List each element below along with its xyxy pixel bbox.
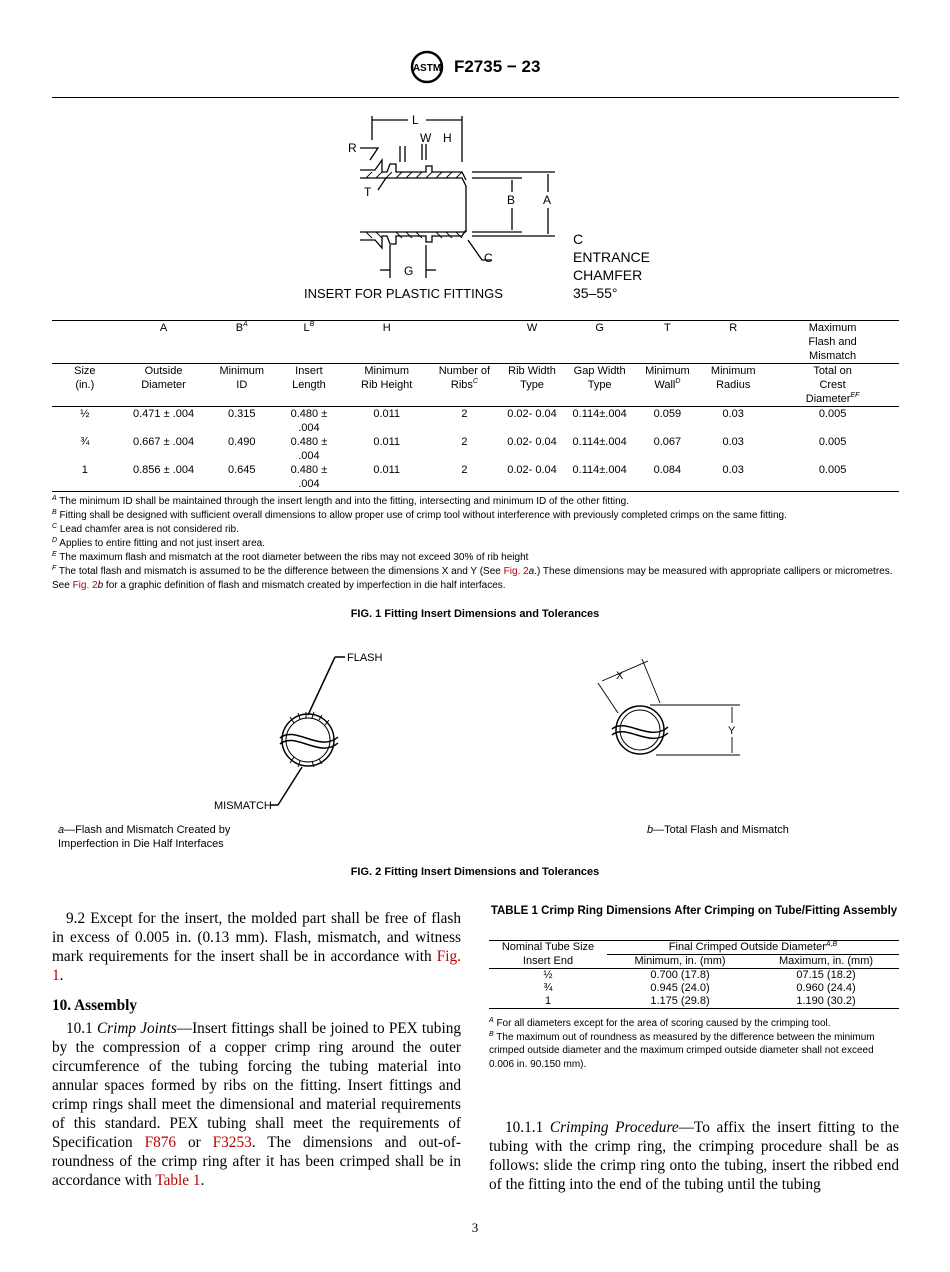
fig2-caption: FIG. 2 Fitting Insert Dimensions and Tolerances xyxy=(350,866,600,878)
svg-text:X: X xyxy=(616,670,624,682)
svg-text:B: B xyxy=(507,193,516,207)
section-heading: 10. Assembly xyxy=(52,997,137,1014)
total-flash-drawing xyxy=(590,655,770,765)
svg-text:G: G xyxy=(404,264,414,278)
table-row: ¾ 0.667 ± .004 0.490 0.480 ± .004 0.011 2 0.02- 0.04 0.114±.004 0.067 0.03 0.005 xyxy=(80,436,847,462)
footnote: $^C$ Lead chamfer area is not considered rib. xyxy=(52,523,239,535)
table-subheader-row: Size (in.) Outside Diameter Minimum ID Insert Length Minimum Rib Height Number of Ribs$^C$ Rib Width Type Gap Width Type Minimum Wall$^D$ Minimum Radius Total on Crest Diameter$^{EF}$ xyxy=(52,364,899,407)
table1-footnotes xyxy=(489,1017,899,1071)
table-row: ½ 0.471 ± .004 0.315 0.480 ± .004 0.011 2 0.02- 0.04 0.114±.004 0.059 0.03 0.005 xyxy=(52,407,899,436)
table-header-row: Insert End Minimum, in. (mm) Maximum, in. (mm) xyxy=(489,955,899,969)
svg-text:W: W xyxy=(420,131,432,145)
table-row: 1 1.175 (29.8) 1.190 (30.2) xyxy=(489,995,899,1009)
f876-link[interactable]: F876 xyxy=(144,1134,177,1151)
footnote: $^A$ For all diameters except for the area of scoring caused by the crimping tool. xyxy=(489,1017,831,1029)
svg-text:FLASH: FLASH xyxy=(347,652,383,664)
svg-text:T: T xyxy=(364,185,372,199)
left-column xyxy=(52,909,461,1190)
footnote: $^D$ Applies to entire fitting and not just insert area. xyxy=(52,537,265,549)
fig1-link[interactable]: Fig. 1 xyxy=(52,948,461,984)
svg-text:Y: Y xyxy=(728,725,736,737)
table1-title: TABLE 1 Crimp Ring Dimensions After Crimping on Tube/Fitting Assembly xyxy=(490,905,898,917)
astm-logo xyxy=(410,50,444,84)
table-header-row: A $B^A$ $L^B$ H W G T R Maximum Flash and Mismatch xyxy=(52,321,899,364)
table-row: ½ 0.700 (17.8) 07.15 (18.2) xyxy=(489,969,899,983)
paragraph-10-1: 10.1 Crimp Joints—Insert fittings shall be joined to PEX tubing by the compression of a copper crimp ring around the outer circumference of the tubing forcing the tubing material into annular spaces formed by ribs on the fitting. Insert fittings and crimp rings shall meet the dimensional and material requirements of this standard. PEX tubing shall meet the requirements of Specification F876 or F3253. The dimensions and out-of-roundness of the crimp ring after it has been crimped shall be in accordance with Table 1. xyxy=(52,1020,461,1189)
crimp-ring-table xyxy=(489,940,899,1009)
footnote: $^B$ The maximum out of roundness as measured by the difference between the minimum crimped outside diameter and the maximum crimped outside diameter shall not exceed 0.006 in. 90.150 mm). xyxy=(489,1030,875,1070)
svg-text:R: R xyxy=(348,141,357,155)
f3253-link[interactable]: F3253 xyxy=(212,1134,252,1151)
table-row: ¾ 0.945 (24.0) 0.960 (24.4) xyxy=(543,982,856,994)
header-rule xyxy=(52,97,899,98)
fig2-link[interactable]: Fig. 2 xyxy=(72,580,98,591)
page-number: 3 xyxy=(471,1220,479,1235)
table-header-row: Nominal Tube Size Final Crimped Outside Diameter$^{A,B}$ xyxy=(489,941,899,955)
fig2-link[interactable]: Fig. 2 xyxy=(503,566,529,577)
chamfer-note: C ENTRANCE CHAMFER 35–55° xyxy=(573,231,651,301)
svg-text:MISMATCH: MISMATCH xyxy=(214,800,272,812)
insert-dimensions-table xyxy=(52,320,899,492)
footnote: $^F$ The total flash and mismatch is assumed to be the difference between the dimensions X and Y (See Fig. 2a.) These dimensions may be measured with appropriate callipers or micrometres. See Fig. 2b for a graphic definition of flash and mismatch created by imperfection in die half interfaces. xyxy=(52,565,893,591)
fig2a-caption: a—Flash and Mismatch Created by Imperfection in Die Half Interfaces xyxy=(58,824,231,850)
flash-mismatch-drawing xyxy=(210,645,390,820)
footnote: $^E$ The maximum flash and mismatch at the root diameter between the ribs may not exceed 30% of rib height xyxy=(52,551,529,563)
svg-text:A: A xyxy=(543,193,552,207)
table-footnotes xyxy=(52,495,902,593)
paragraph-10-1-1: 10.1.1 Crimping Procedure—To affix the insert fitting to the tubing with the crimp ring, the crimping procedure shall be as follows: slide the crimp ring onto the tubing, insert the ribbed end of the fitting into the end of the tubing until the tubing xyxy=(489,1119,899,1193)
paragraph-9-2: 9.2 Except for the insert, the molded part shall be free of flash in excess of 0.005 in. (0.13 mm). Flash, mismatch, and witness mark requirements for the insert shall be in accordance with Fig. 1. xyxy=(52,910,461,984)
fig2b-caption: b—Total Flash and Mismatch xyxy=(647,824,789,836)
footnote: $^B$ Fitting shall be designed with sufficient overall dimensions to allow proper use of crimp tool without interference with previously completed crimps on the same fitting. xyxy=(52,509,787,521)
page-header xyxy=(0,50,950,84)
svg-text:ASTM: ASTM xyxy=(412,63,441,74)
table1-link[interactable]: Table 1 xyxy=(155,1172,201,1189)
svg-text:H: H xyxy=(443,131,452,145)
svg-text:C: C xyxy=(484,251,493,265)
footnote: $^A$ The minimum ID shall be maintained through the insert length and into the fitting, intersecting and minimum ID of the other fitting. xyxy=(52,495,630,507)
fig1-caption: FIG. 1 Fitting Insert Dimensions and Tolerances xyxy=(350,608,600,620)
svg-text:INSERT FOR PLASTIC FITTINGS: INSERT FOR PLASTIC FITTINGS xyxy=(304,286,503,301)
table-row: 1 0.856 ± .004 0.645 0.480 ± .004 0.011 2 0.02- 0.04 0.114±.004 0.084 0.03 0.005 xyxy=(52,463,899,492)
document-title: F2735 − 23 xyxy=(453,57,541,76)
svg-text:L: L xyxy=(412,113,419,127)
